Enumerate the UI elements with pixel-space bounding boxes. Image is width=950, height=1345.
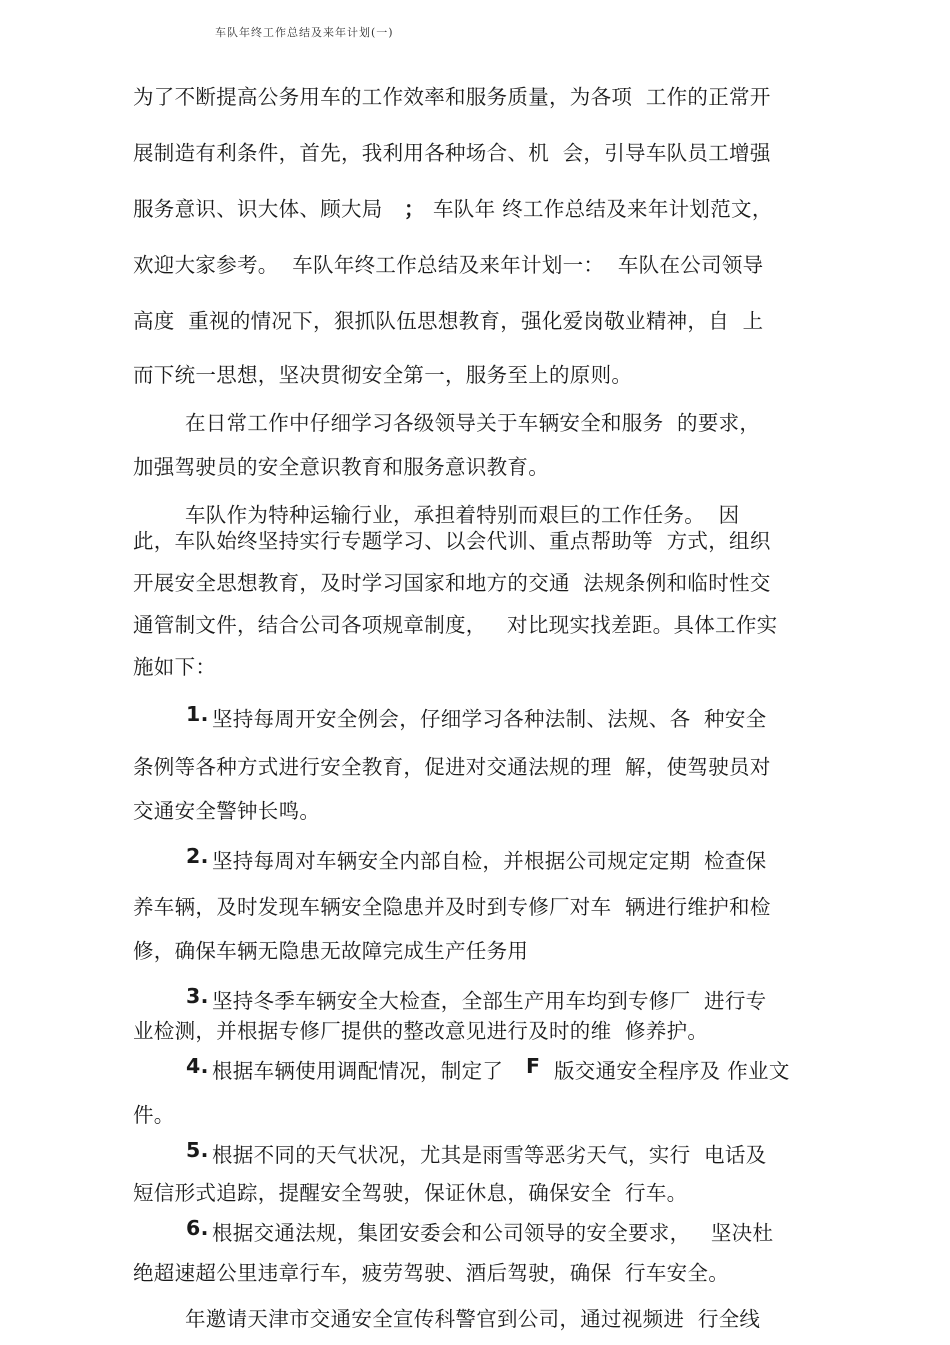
list-number: 5. [186,1138,209,1162]
text-line: 坚持冬季车辆安全大检查，全部生产用车均到专修厂 进行专 [212,989,767,1013]
text-line: 业检测，并根据专修厂提供的整改意见进行及时的维 修养护。 [133,1019,709,1043]
text-line: ； [404,197,425,221]
text-line: 绝超速超公里违章行车，疲劳驾驶、酒后驾驶，确保 行车安全。 [133,1261,730,1285]
text-line: 高度 重视的情况下，狠抓队伍思想教育，强化爱岗敬业精神，自 上 [133,309,764,333]
text-line: 而下统一思想，坚决贯彻安全第一，服务至上的原则。 [133,363,633,387]
text-line: 修，确保车辆无隐患无故障完成生产任务用 [133,939,529,963]
text-line: 坚持每周对车辆安全内部自检，并根据公司规定定期 检查保 [212,849,767,873]
text-line: 车队作为特种运输行业，承担着特别而艰巨的工作任务。 因 [185,503,740,527]
text-line: 展制造有利条件，首先，我利用各种场合、机 会，引导车队员工增强 [133,141,771,165]
text-line: F [526,1054,541,1078]
text-line: 此，车队始终坚持实行专题学习、以会代训、重点帮助等 方式，组织 [133,529,771,553]
text-line: 欢迎大家参考。 车队年终工作总结及来年计划一： 车队在公司领导 [133,253,764,277]
text-line: 坚持每周开安全例会，仔细学习各种法制、法规、各 种安全 [212,707,767,731]
text-line: 开展安全思想教育，及时学习国家和地方的交通 法规条例和临时性交 [133,571,771,595]
text-line: 版交通安全程序及 作业文 [554,1059,790,1083]
text-line: 在日常工作中仔细学习各级领导关于车辆安全和服务 的要求， [185,411,761,435]
text-line: 年邀请天津市交通安全宣传科警官到公司，通过视频进 行全线 [185,1307,761,1331]
list-number: 3. [186,984,209,1008]
text-line: 施如下： [133,655,217,679]
text-line: 为了不断提高公务用车的工作效率和服务质量，为各项 工作的正常开 [133,85,771,109]
text-line: 条例等各种方式进行安全教育，促进对交通法规的理 解，使驾驶员对 [133,755,771,779]
text-line: 根据车辆使用调配情况，制定了 [212,1059,504,1083]
text-line: 交通安全警钟长鸣。 [133,799,321,823]
text-line: 根据交通法规，集团安委会和公司领导的安全要求， 坚决杜 [212,1221,774,1245]
text-line: 养车辆，及时发现车辆安全隐患并及时到专修厂对车 辆进行维护和检 [133,895,771,919]
text-line: 服务意识、识大体、顾大局 [133,197,383,221]
text-line: 根据不同的天气状况，尤其是雨雪等恶劣天气，实行 电话及 [212,1143,767,1167]
list-number: 6. [186,1216,209,1240]
page-header: 车队年终工作总结及来年计划(一) [215,26,394,39]
list-number: 2. [186,844,209,868]
text-line: 加强驾驶员的安全意识教育和服务意识教育。 [133,455,549,479]
list-number: 1. [186,702,209,726]
list-number: 4. [186,1054,209,1078]
text-line: 车队年 终工作总结及来年计划范文， [433,197,773,221]
text-line: 短信形式追踪，提醒安全驾驶，保证休息，确保安全 行车。 [133,1181,688,1205]
text-line: 通管制文件，结合公司各项规章制度， 对比现实找差距。具体工作实 [133,613,778,637]
text-line: 件。 [133,1103,175,1127]
